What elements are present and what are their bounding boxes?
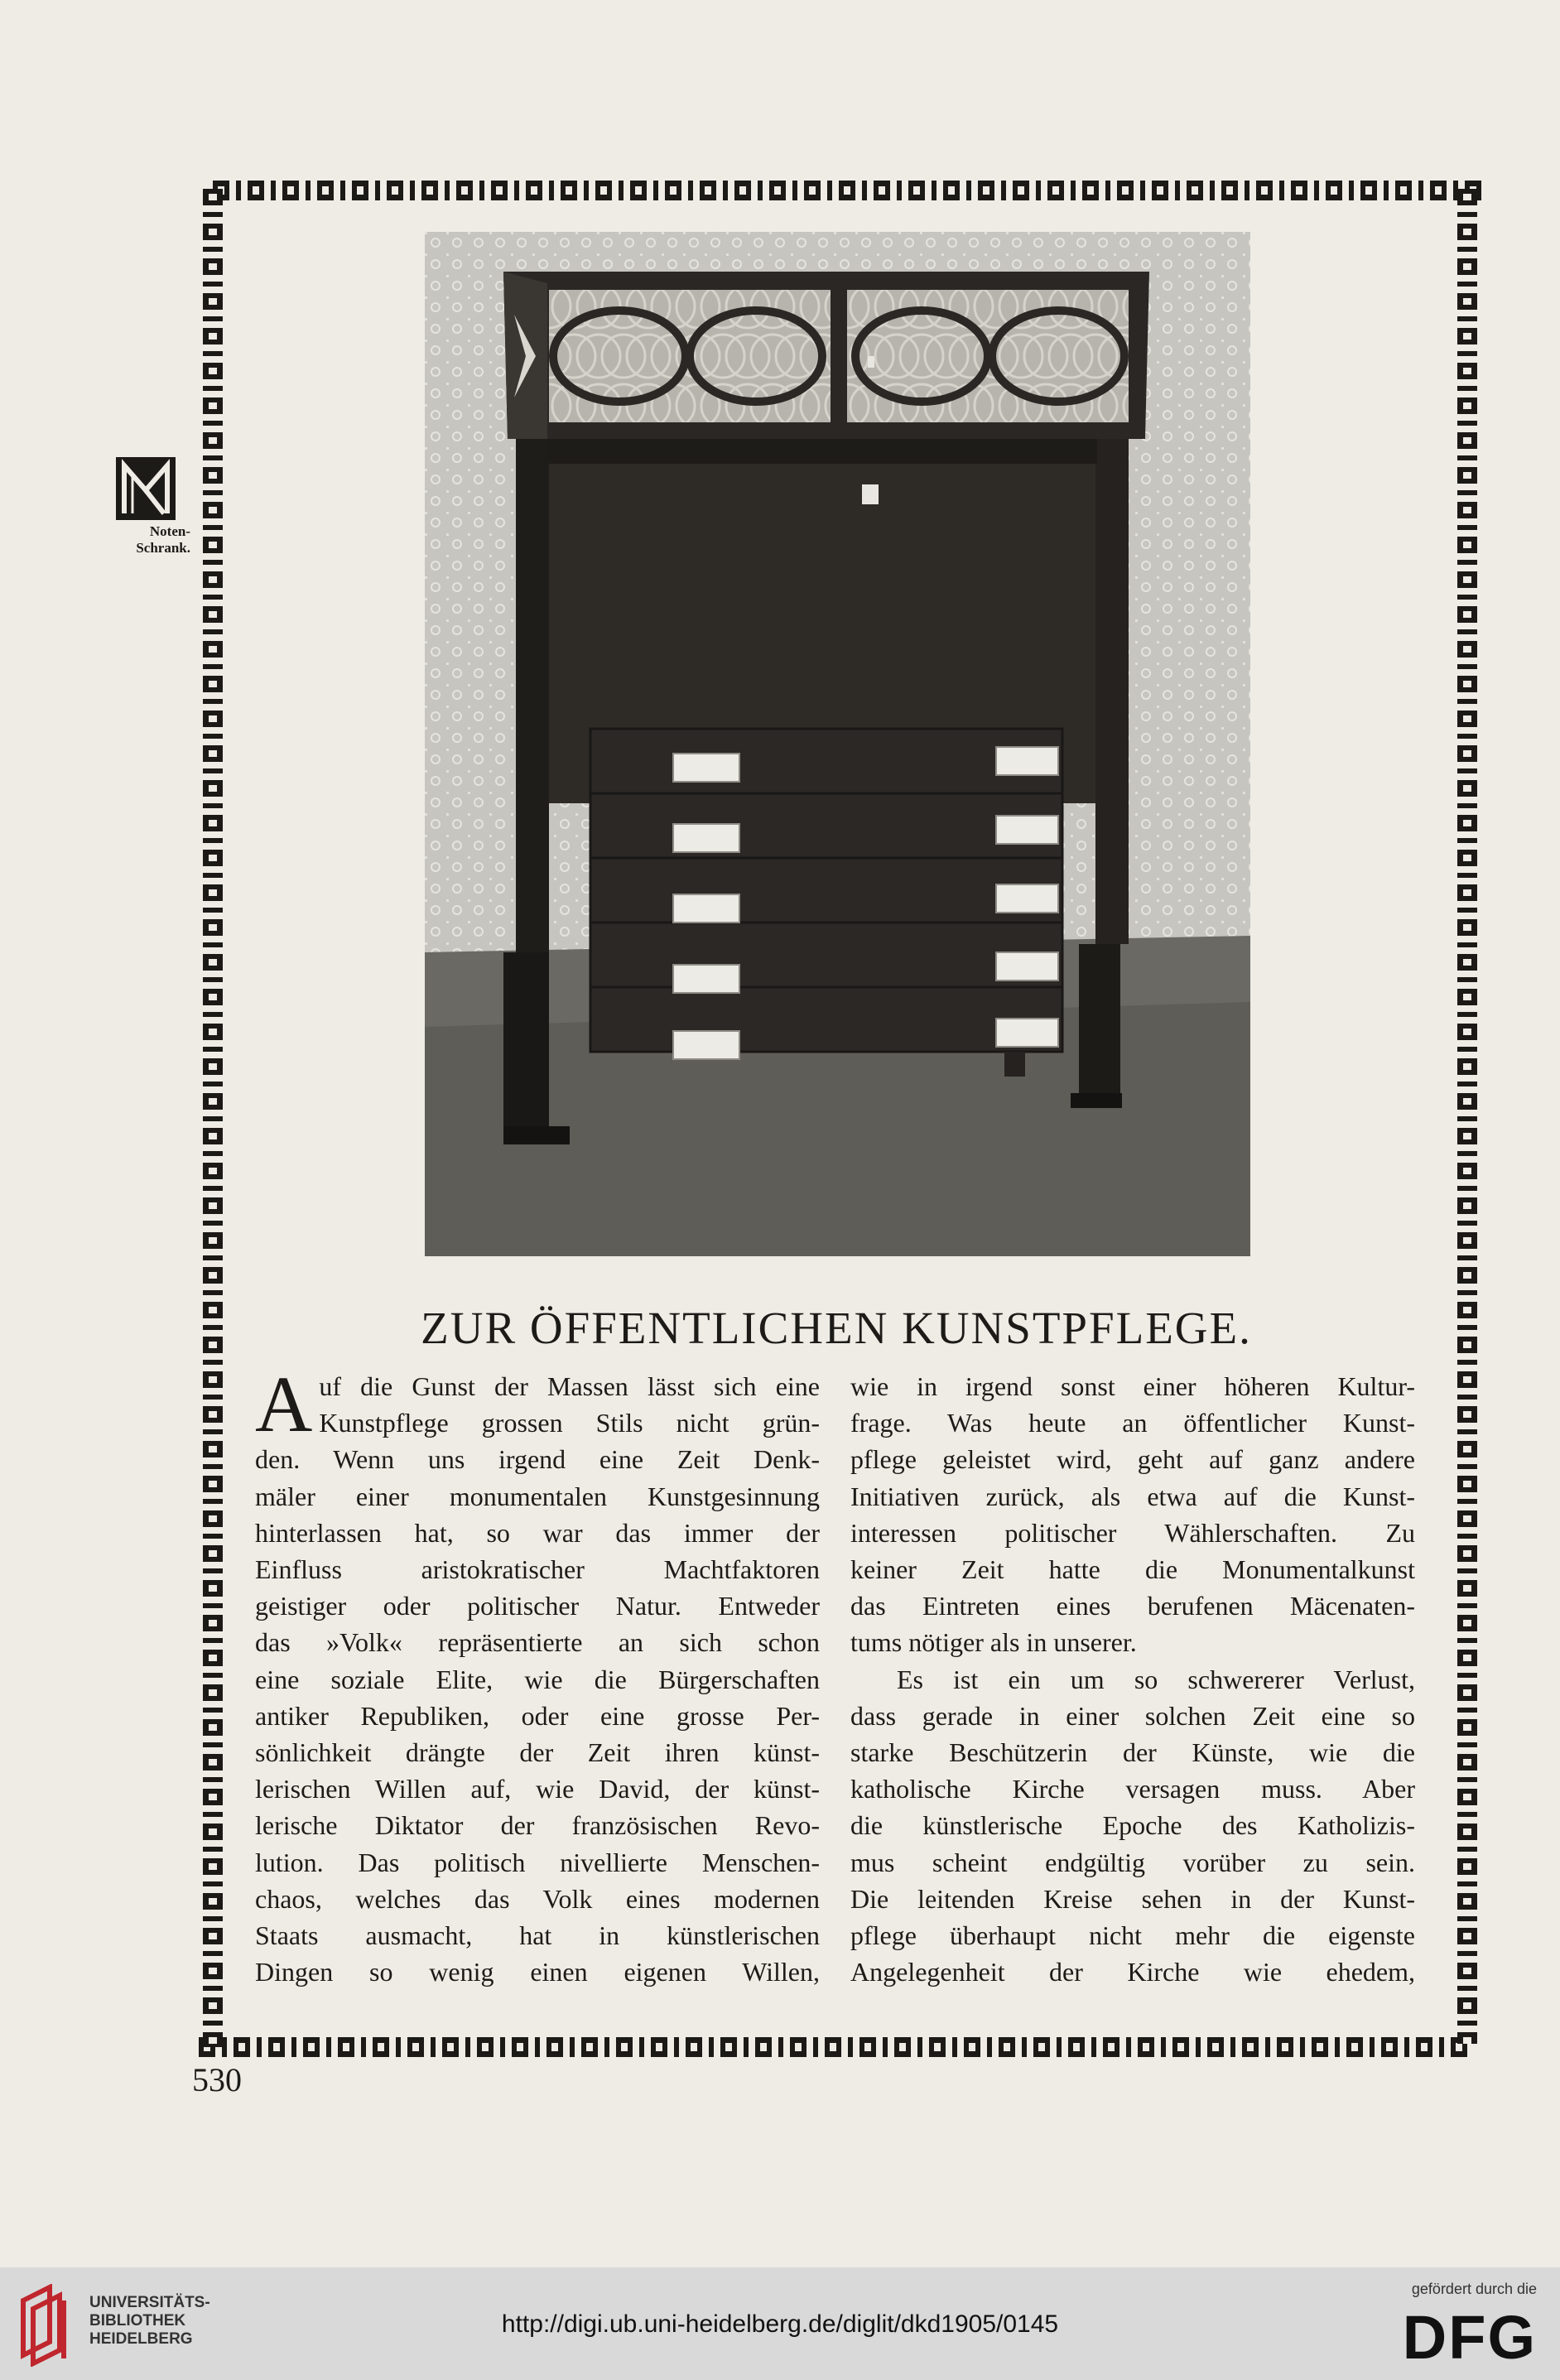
caption-line: Schrank. xyxy=(136,540,190,556)
text-line: wie in irgend sonst einer höheren Kultur- xyxy=(850,1371,1415,1401)
permalink-url[interactable]: http://digi.ub.uni-heidelberg.de/diglit/dkd1905/0145 xyxy=(501,2310,1059,2338)
text-line: uf die Gunst der Massen lässt sich eine xyxy=(319,1371,820,1401)
text-line: katholische Kirche versagen muss. Aber xyxy=(850,1774,1415,1804)
cabinet-photograph xyxy=(425,232,1250,1256)
text-line: Angelegenheit der Kirche wie ehedem, xyxy=(850,1957,1415,1987)
library-name-line: UNIVERSITÄTS- xyxy=(89,2294,210,2311)
text-line: dass gerade in einer solchen Zeit eine so xyxy=(850,1700,1415,1731)
text-line: interessen politischer Wählerschaften. Zu xyxy=(850,1517,1415,1548)
monogram-icon xyxy=(116,457,176,520)
text-line: starke Beschützerin der Künste, wie die xyxy=(850,1737,1415,1768)
text-line: Es ist ein um so schwererer Verlust, xyxy=(897,1664,1415,1694)
text-line: antiker Republiken, oder eine grosse Per- xyxy=(255,1700,820,1731)
ornamental-border-right xyxy=(1457,189,1477,2044)
text-line: lerischen Willen auf, wie David, der künst- xyxy=(255,1774,820,1804)
ornamental-border-left xyxy=(203,189,223,2047)
caption-line: Noten- xyxy=(149,523,190,539)
digitization-footer xyxy=(0,2267,1560,2380)
dfg-logo[interactable]: DFG xyxy=(1402,2303,1537,2372)
ornamental-border-bottom xyxy=(199,2037,1474,2057)
text-line: Kunstpflege grossen Stils nicht grün- xyxy=(319,1408,820,1438)
text-line: Die leitenden Kreise sehen in der Kunst- xyxy=(850,1883,1415,1914)
text-line: Einfluss aristokratischer Machtfaktoren xyxy=(255,1554,820,1585)
text-line: das Eintreten eines berufenen Mäcenaten- xyxy=(850,1591,1415,1621)
ornamental-border-top xyxy=(213,181,1486,200)
text-line: tums nötiger als in unserer. xyxy=(850,1627,1137,1658)
text-line: keiner Zeit hatte die Monumentalkunst xyxy=(850,1554,1415,1585)
text-line: mus scheint endgültig vorüber zu sein. xyxy=(850,1847,1415,1877)
text-line: eine soziale Elite, wie die Bürgerschaften xyxy=(255,1664,820,1694)
text-line: geistiger oder politischer Natur. Entweder xyxy=(255,1591,820,1621)
text-line: frage. Was heute an öffentlicher Kunst- xyxy=(850,1408,1415,1438)
text-line: pflege überhaupt nicht mehr die eigenste xyxy=(850,1920,1415,1951)
text-line: lerische Diktator der französischen Revo- xyxy=(255,1810,820,1841)
text-line: Initiativen zurück, als etwa auf die Kunst- xyxy=(850,1481,1415,1511)
figure-caption xyxy=(99,523,190,556)
text-line: pflege geleistet wird, geht auf ganz andere xyxy=(850,1444,1415,1475)
text-column-left xyxy=(255,1360,820,1990)
text-line: chaos, welches das Volk eines modernen xyxy=(255,1883,820,1914)
article-heading: ZUR ÖFFENTLICHEN KUNSTPFLEGE. xyxy=(421,1303,1252,1353)
drop-cap: A xyxy=(255,1360,313,1448)
text-line: mäler einer monumentalen Kunstgesinnung xyxy=(255,1481,820,1511)
text-line: lution. Das politisch nivellierte Menschen- xyxy=(255,1847,820,1877)
text-line: den. Wenn uns irgend eine Zeit Denk- xyxy=(255,1444,820,1475)
funding-note: gefördert durch die xyxy=(1411,2281,1537,2297)
text-line: sönlichkeit drängte der Zeit ihren künst- xyxy=(255,1737,820,1768)
text-line: Dingen so wenig einen eigenen Willen, xyxy=(255,1957,820,1987)
text-line: hinterlassen hat, so war das immer der xyxy=(255,1517,820,1548)
library-name-line: HEIDELBERG xyxy=(89,2330,193,2348)
text-column-right xyxy=(850,1368,1415,1990)
library-name-line: BIBLIOTHEK xyxy=(89,2312,186,2329)
text-line: Staats ausmacht, hat in künstlerischen xyxy=(255,1920,820,1951)
text-line: die künstlerische Epoche des Katholizis- xyxy=(850,1810,1415,1841)
text-line: das »Volk« repräsentierte an sich schon xyxy=(255,1627,820,1658)
page-number: 530 xyxy=(192,2061,242,2098)
